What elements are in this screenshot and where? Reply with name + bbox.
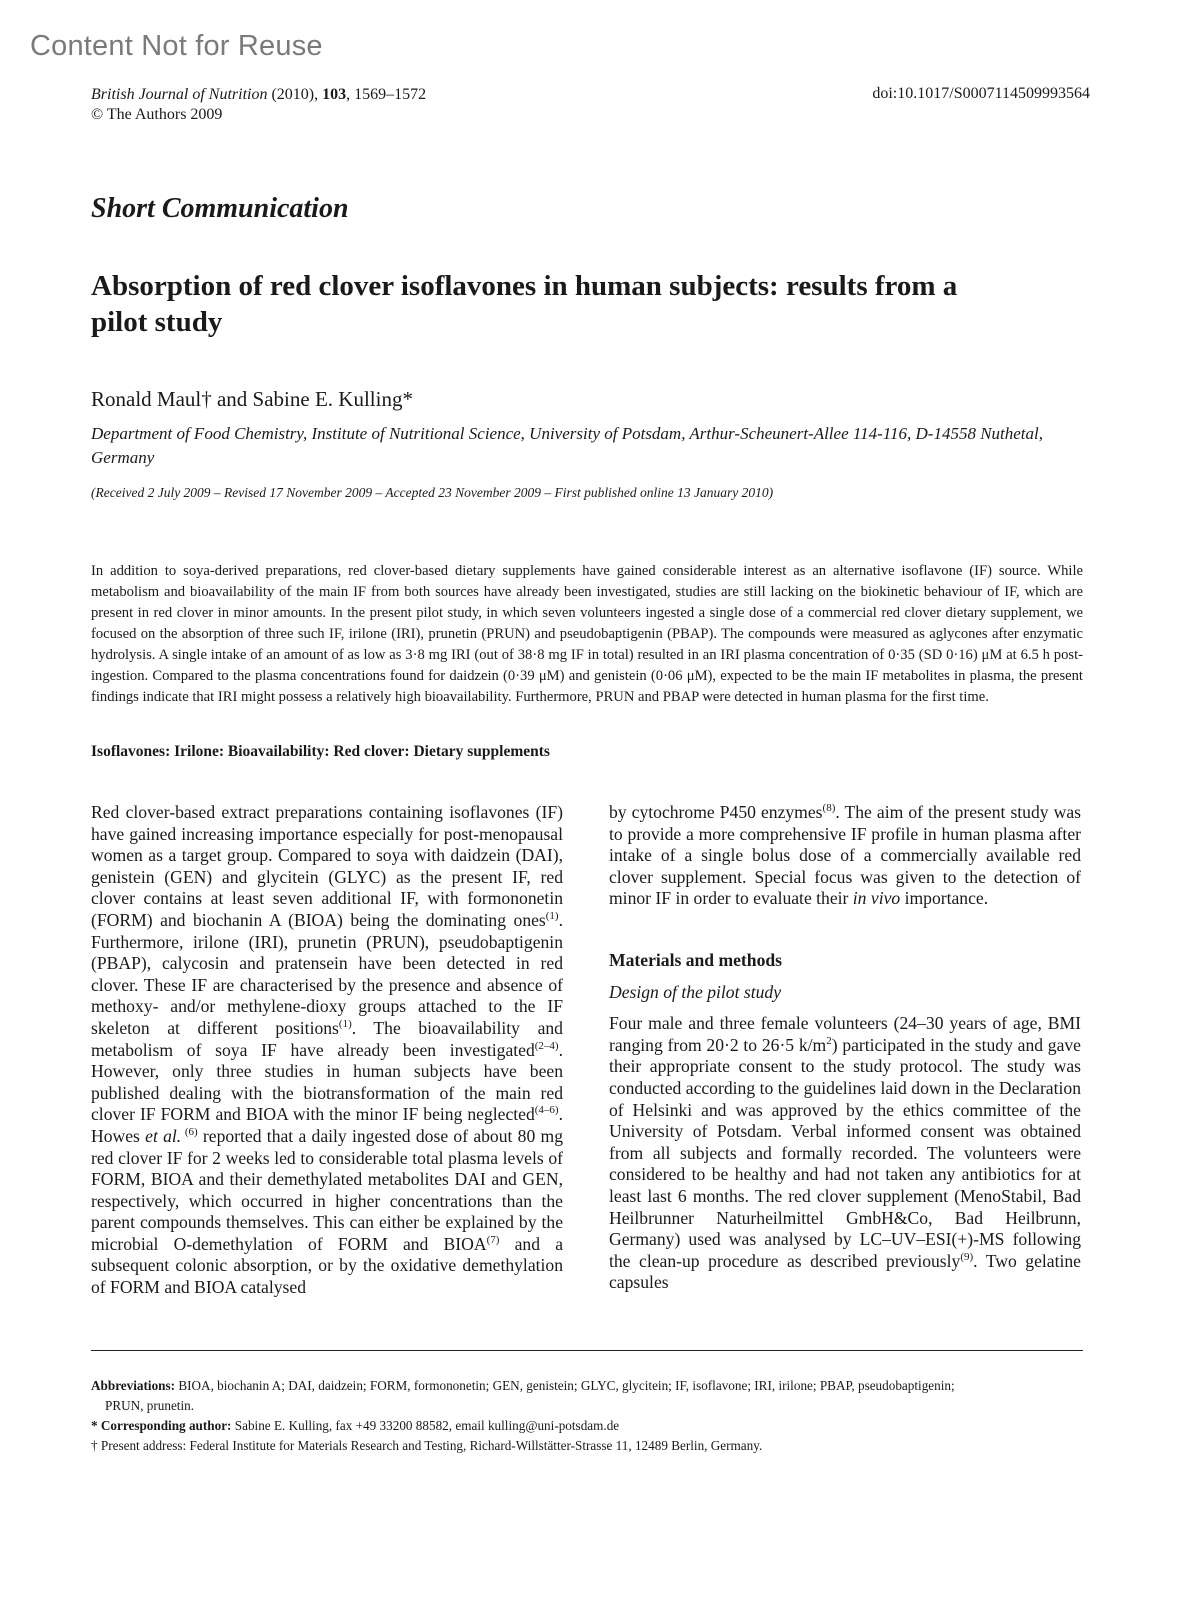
intro-paragraph-cont: by cytochrome P450 enzymes$^{(8)}$. The aim of the present study was to provide a more comprehensive IF profile in human plasma after intake of a single bolus dose of a commercially available red clover supplement. Special focus was given to the detection of minor IF in order to evaluate their in vivo importance. bbox=[609, 802, 1081, 909]
ref-citation: (7) bbox=[486, 1234, 500, 1247]
watermark: Content Not for Reuse bbox=[30, 30, 323, 62]
publication-dates: (Received 2 July 2009 – Revised 17 November 2009 – Accepted 23 November 2009 – First published online 13 January 2010) bbox=[91, 485, 774, 500]
abbreviations-note: Abbreviations: BIOA, biochanin A; DAI, daidzein; FORM, formononetin; GEN, genistein; GLYC, glycitein; IF, isoflavone; IRI, irilone; PBAP, pseudobaptigenin; bbox=[91, 1378, 955, 1393]
abbreviations-cont: PRUN, prunetin. bbox=[105, 1398, 195, 1413]
present-address-note: † Present address: Federal Institute for Materials Research and Testing, Richard-Willstätter-Strasse 11, 12489 Berlin, Germany. bbox=[91, 1438, 763, 1453]
ref-citation: (9) bbox=[960, 1250, 974, 1263]
keywords: Isoflavones: Irilone: Bioavailability: Red clover: Dietary supplements bbox=[91, 743, 550, 760]
section-type: Short Communication bbox=[91, 193, 349, 224]
body-column-right bbox=[609, 802, 1081, 1294]
methods-paragraph: Four male and three female volunteers (24–30 years of age, BMI ranging from 20·2 to 26·5 $k/m^2$) participated in the study and gave their appropriate consent to the study protocol. The study was conducted according to the guidelines laid down in the Declaration of Helsinki and was approved by the ethics committee of the University of Potsdam. Verbal informed consent was obtained from all subjects and formally recorded. The volunteers were considered to be healthy and had not taken any antibiotics for at least last 6 months. The red clover supplement (MenoStabil, Bad Heilbrunner Naturheilmittel GmbH&Co, Bad Heilbrunn, Germany) used was analysed by LC–UV–ESI(+)-MS following the clean-up procedure as described previously$^{(9)}$. Two gelatine capsules bbox=[609, 1013, 1081, 1293]
journal-header bbox=[91, 85, 426, 125]
body-column-left bbox=[91, 802, 563, 1299]
section-heading: Materials and methods bbox=[609, 949, 782, 970]
footnotes bbox=[91, 1376, 1083, 1456]
ref-citation: (1) bbox=[338, 1018, 352, 1031]
copyright: © The Authors 2009 bbox=[91, 106, 223, 123]
journal-year: (2010), bbox=[271, 86, 319, 103]
affiliation: Department of Food Chemistry, Institute of Nutritional Science, University of Potsdam, Arthur-Scheunert-Allee 114-116, D-14558 Nuthetal, Germany bbox=[91, 424, 1043, 467]
ref-citation: (4–6) bbox=[534, 1104, 559, 1117]
footnote-divider bbox=[91, 1350, 1083, 1351]
journal-name: British Journal of Nutrition bbox=[91, 86, 268, 103]
ref-citation: (2–4) bbox=[534, 1039, 559, 1052]
journal-volume: 103 bbox=[322, 86, 347, 103]
subsection-heading: Design of the pilot study bbox=[609, 981, 782, 1002]
ref-citation: (8) bbox=[822, 802, 836, 815]
abstract: In addition to soya-derived preparations, red clover-based dietary supplements have gained considerable interest as an alternative isoflavone (IF) source. While metabolism and bioavailability of the main IF from both sources have already been investigated, studies are still lacking on the biokinetic behaviour of IF, which are present in red clover in minor amounts. In the present pilot study, in which seven volunteers ingested a single dose of a commercial red clover dietary supplement, we focused on the absorption of three such IF, irilone (IRI), prunetin (PRUN) and pseudobaptigenin (PBAP). The compounds were measured as aglycones after enzymatic hydrolysis. A single intake of an amount of as low as 3·8 mg IRI (out of 38·8 mg IF in total) resulted in an IRI plasma concentration of 0·35 (SD 0·16) μM at 6.5 h post-ingestion. Compared to the plasma concentrations found for daidzein (0·39 μM) and genistein (0·06 μM), expected to be the main IF metabolites in plasma, the present findings indicate that IRI might possess a relatively high bioavailability. Furthermore, PRUN and PBAP were detected in human plasma for the first time. bbox=[91, 563, 1083, 705]
doi: doi:10.1017/S0007114509993564 bbox=[872, 85, 1090, 102]
authors: Ronald Maul† and Sabine E. Kulling* bbox=[91, 387, 413, 411]
intro-paragraph: Red clover-based extract preparations containing isoflavones (IF) have gained increasing importance especially for post-menopausal women as a target group. Compared to soya with daidzein (DAI), genistein (GEN) and glycitein (GLYC) as the present IF, red clover contains at least seven additional IF, with formononetin (FORM) and biochanin A (BIOA) being the dominating ones$^{(1)}$. Furthermore, irilone (IRI), prunetin (PRUN), pseudobaptigenin (PBAP), calycosin and pratensein have been detected in red clover. These IF are characterised by the presence and absence of methoxy- and/or methylene-dioxy groups attached to the IF skeleton at different positions$^{(1)}$. The bioavailability and metabolism of soya IF have already been investigated$^{(2-4)}$. However, only three studies in human subjects have been published dealing with the biotransformation of the main red clover IF FORM and BIOA with the minor IF being neglected$^{(4-6)}$. Howes et al. $^{(6)}$ reported that a daily ingested dose of about 80 mg red clover IF for 2 weeks led to considerable total plasma levels of FORM, BIOA and their demethylated metabolites DAI and GEN, respectively, which occurred in higher concentrations than the parent compounds themselves. This can either be explained by the microbial O-demethylation of FORM and BIOA$^{(7)}$ and a subsequent colonic absorption, or by the oxidative demethylation of FORM and BIOA catalysed bbox=[91, 802, 564, 1298]
corresponding-author-note: * Corresponding author: Sabine E. Kulling, fax +49 33200 88582, email kulling@uni-potsdam.de bbox=[91, 1418, 620, 1433]
article-title: Absorption of red clover isoflavones in human subjects: results from a pilot study bbox=[91, 270, 958, 338]
ref-citation: (6) bbox=[181, 1126, 198, 1139]
journal-pages: , 1569–1572 bbox=[346, 86, 427, 103]
ref-citation: (1) bbox=[545, 910, 559, 923]
